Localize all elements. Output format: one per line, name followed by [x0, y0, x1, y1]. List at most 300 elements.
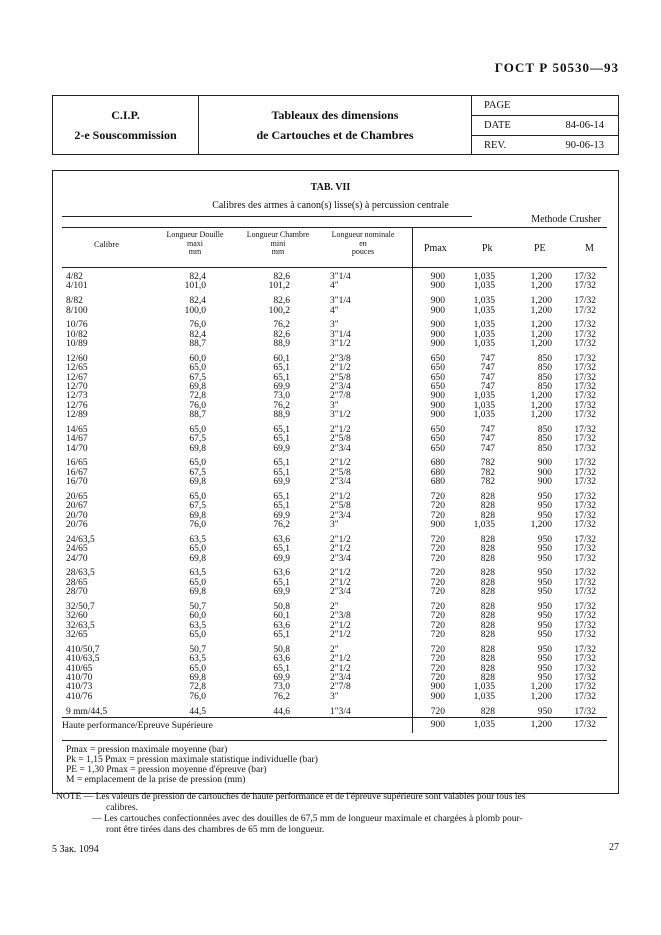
- note-1: — Les valeurs de pression de cartouches de haute performance et de l'épreuve supérieure sont valables pour tous les: [83, 792, 526, 802]
- cell-m: 17/32: [574, 682, 596, 693]
- cell-pe: 1,200: [530, 272, 552, 282]
- cell-pk: 828: [480, 544, 495, 555]
- cell-pk: 747: [480, 434, 495, 445]
- cell-pe: 1,200: [530, 305, 552, 316]
- cell-chambre: 76,2: [273, 400, 290, 411]
- cell-nominale: 2": [330, 644, 339, 655]
- header-nominale-l1: Longueur nominale: [331, 230, 395, 239]
- cell-douille: 69,8: [189, 587, 206, 598]
- cell-nominale: 2"5/8: [330, 372, 351, 383]
- cell-pk: 1,035: [473, 520, 495, 531]
- cell-chambre: 63,6: [273, 620, 290, 631]
- header-douille-l3: mm: [188, 247, 202, 256]
- cell-douille: 100,0: [184, 305, 206, 316]
- cell-chambre: 50,8: [273, 644, 290, 655]
- cell-douille: 63,5: [189, 568, 206, 579]
- cell-douille: 69,8: [189, 477, 206, 488]
- page-number: 27: [609, 842, 619, 853]
- header-title-block: [199, 96, 472, 154]
- cell-pmax: 900: [430, 520, 445, 531]
- cell-nominale: 3": [330, 520, 339, 531]
- cell-calibre: 12/67: [66, 372, 88, 383]
- cell-pmax: 900: [430, 682, 445, 693]
- notes: [56, 792, 616, 836]
- cell-pk: 828: [480, 654, 495, 665]
- cell-chambre: 82,6: [273, 272, 290, 282]
- cell-nominale: 2"3/4: [330, 382, 351, 392]
- cell-pk: 782: [480, 458, 495, 469]
- cell-calibre: 32/50,7: [66, 602, 95, 612]
- cell-pmax: 720: [430, 501, 445, 512]
- cell-pk: 747: [480, 363, 495, 374]
- cell-m: 17/32: [574, 458, 596, 469]
- header-douille: [150, 231, 240, 257]
- cell-chambre: 101,2: [268, 281, 290, 292]
- cell-douille: 60,0: [189, 353, 206, 364]
- cell-pk: 1,035: [473, 320, 495, 331]
- cell-calibre: 20/65: [66, 492, 88, 502]
- cell-chambre: 82,6: [273, 329, 290, 340]
- cell-nominale: 2"3/8: [330, 611, 351, 622]
- header-chambre-l2: mini: [270, 238, 286, 248]
- cell-pmax: 900: [430, 305, 445, 316]
- cell-pk: 828: [480, 644, 495, 655]
- cell-chambre: 69,9: [273, 443, 290, 454]
- cell-pe: 1,200: [530, 339, 552, 350]
- note-2b: ront être tirées dans des chambres de 65 mm de longueur.: [106, 825, 325, 835]
- cell-nominale: 2"3/4: [330, 510, 351, 521]
- cell-m: 17/32: [574, 382, 596, 392]
- cell-douille: 101,0: [184, 281, 206, 292]
- cell-douille: 63,5: [189, 534, 206, 545]
- cell-pe: 950: [537, 553, 552, 564]
- cell-pmax: 720: [430, 602, 445, 612]
- cell-m: 17/32: [574, 544, 596, 555]
- cell-pmax: 720: [430, 644, 445, 655]
- cell-pmax: 650: [430, 363, 445, 374]
- cell-chambre: 73,0: [273, 682, 290, 693]
- cell-pk: 1,035: [473, 339, 495, 350]
- cell-m: 17/32: [574, 534, 596, 545]
- cell-pmax: 720: [430, 534, 445, 545]
- cell-m: 17/32: [574, 272, 596, 282]
- cell-pk: 828: [480, 672, 495, 683]
- cell-calibre: 16/70: [66, 477, 88, 488]
- cell-nominale: 3"1/2: [330, 339, 351, 350]
- cell-calibre: 4/101: [66, 281, 88, 292]
- cell-pe: 850: [537, 372, 552, 383]
- cell-calibre: 28/65: [66, 577, 88, 588]
- cell-calibre: 410/73: [66, 682, 93, 693]
- cell-calibre: 12/73: [66, 391, 88, 402]
- header-pmax: Pmax: [424, 243, 447, 254]
- cell-pmax: 720: [430, 510, 445, 521]
- cell-douille: 67,5: [189, 372, 206, 383]
- cell-pk: 1,035: [473, 272, 495, 282]
- cell-douille: 88,7: [189, 339, 206, 350]
- note-2: — Les cartouches confectionnées avec des douilles de 67,5 mm de longueur maximale et chargées à plomb pour-: [92, 814, 523, 824]
- cell-m: 17/32: [574, 553, 596, 564]
- rev-value: 90-06-13: [565, 140, 604, 151]
- cell-douille: 76,0: [189, 691, 206, 702]
- cell-chambre: 65,1: [273, 467, 290, 478]
- header-pk: Pk: [482, 243, 493, 254]
- cell-chambre: 69,9: [273, 672, 290, 683]
- cell-pmax: 720: [430, 577, 445, 588]
- cell-calibre: 4/82: [66, 272, 83, 282]
- cell-pe: 950: [537, 587, 552, 598]
- cell-pe: 900: [537, 477, 552, 488]
- cell-chambre: 69,9: [273, 477, 290, 488]
- cell-calibre: 12/89: [66, 410, 88, 421]
- cell-chambre: 65,1: [273, 372, 290, 383]
- cell-m: 17/32: [574, 339, 596, 350]
- footer-order: 5 Зак. 1094: [52, 844, 99, 855]
- cell-douille: 76,0: [189, 320, 206, 331]
- cell-pe: 850: [537, 353, 552, 364]
- legend: [66, 745, 318, 785]
- cell-douille: 60,0: [189, 611, 206, 622]
- header-top-rule: [62, 227, 607, 228]
- header-meta-block: [472, 96, 618, 154]
- cell-chambre: 65,1: [273, 663, 290, 674]
- cell-chambre: 76,2: [273, 691, 290, 702]
- cell-calibre: 24/63,5: [66, 534, 95, 545]
- header-bottom-rule: [62, 267, 607, 268]
- cell-douille: 72,8: [189, 682, 206, 693]
- cell-pe: 950: [537, 663, 552, 674]
- cell-calibre: 16/67: [66, 467, 88, 478]
- cell-douille: 69,8: [189, 382, 206, 392]
- cell-douille: 72,8: [189, 391, 206, 402]
- page-label: PAGE: [484, 100, 511, 111]
- header-douille-l2: maxi: [187, 238, 203, 248]
- cell-pmax: 650: [430, 372, 445, 383]
- table-subtitle: Calibres des armes à canon(s) lisse(s) à percussion centrale: [212, 200, 449, 211]
- cell-douille: 63,5: [189, 620, 206, 631]
- cell-m: 17/32: [574, 372, 596, 383]
- legend-pk: Pk = 1,15 Pmax = pression maximale statistique individuelle (bar): [66, 755, 318, 765]
- cell-pk: 828: [480, 492, 495, 502]
- legend-rule: [62, 740, 607, 741]
- cell-calibre: 410/76: [66, 691, 93, 702]
- cell-nominale: 2"1/2: [330, 654, 351, 665]
- legend-pmax: Pmax = pression maximale moyenne (bar): [66, 745, 228, 755]
- high-perf-rule: [62, 717, 607, 718]
- cell-douille: 65,0: [189, 577, 206, 588]
- cell-chambre: 76,2: [273, 520, 290, 531]
- cell-pk: 1,035: [473, 305, 495, 316]
- cell-calibre: 28/70: [66, 587, 88, 598]
- header-calibre: Calibre: [94, 239, 120, 249]
- cell-pk: 1,035: [473, 391, 495, 402]
- cell-m: 17/32: [574, 510, 596, 521]
- cell-pe: 950: [537, 544, 552, 555]
- cell-calibre: 10/82: [66, 329, 88, 340]
- cell-pk: 747: [480, 443, 495, 454]
- cell-chambre: 50,8: [273, 602, 290, 612]
- page-row: [472, 96, 618, 116]
- cell-pmax: 900: [430, 400, 445, 411]
- cell-pe: 1,200: [530, 320, 552, 331]
- header-m: M: [585, 243, 594, 254]
- cell-nominale: 2"5/8: [330, 467, 351, 478]
- cell-pmax: 720: [430, 553, 445, 564]
- cell-nominale: 3"1/4: [330, 272, 351, 282]
- cell-nominale: 4": [330, 305, 339, 316]
- cell-pmax: 680: [430, 467, 445, 478]
- cell-calibre: 12/70: [66, 382, 88, 392]
- cell-douille: 82,4: [189, 296, 206, 307]
- cell-douille: 50,7: [189, 644, 206, 655]
- cell-pe: 1,200: [530, 520, 552, 531]
- cell-douille: 65,0: [189, 458, 206, 469]
- cell-chambre: 88,9: [273, 410, 290, 421]
- cell-nominale: 2"1/2: [330, 577, 351, 588]
- cell-nominale: 2"7/8: [330, 682, 351, 693]
- cell-m: 17/32: [574, 329, 596, 340]
- cell-m: 17/32: [574, 443, 596, 454]
- cell-nominale: 2"1/2: [330, 620, 351, 631]
- cell-pe: 850: [537, 443, 552, 454]
- cell-pmax: 650: [430, 382, 445, 392]
- cell-calibre: 410/50,7: [66, 644, 100, 655]
- cell-douille: 50,7: [189, 602, 206, 612]
- cell-chambre: 60,1: [273, 353, 290, 364]
- cell-pk: 782: [480, 477, 495, 488]
- cell-pk: 828: [480, 534, 495, 545]
- cell-pmax: 900: [430, 339, 445, 350]
- cell-pmax: 720: [430, 611, 445, 622]
- cell-chambre: 63,6: [273, 534, 290, 545]
- header-nominale: [318, 231, 408, 257]
- cell-nominale: 3"1/4: [330, 329, 351, 340]
- cell-pe: 900: [537, 467, 552, 478]
- cell-chambre: 63,6: [273, 568, 290, 579]
- cell-m: 17/32: [574, 281, 596, 292]
- high-perf-pmax: 900: [430, 720, 445, 730]
- cell-chambre: 60,1: [273, 611, 290, 622]
- cell-pe: 1,200: [530, 296, 552, 307]
- subtitle-rule: [62, 216, 472, 217]
- cell-chambre: 69,9: [273, 553, 290, 564]
- cell-pmax: 900: [430, 272, 445, 282]
- date-value: 84-06-14: [565, 120, 604, 131]
- cell-pe: 850: [537, 382, 552, 392]
- cell-calibre: 20/76: [66, 520, 88, 531]
- cell-calibre: 10/76: [66, 320, 88, 331]
- cell-pe: 950: [537, 501, 552, 512]
- cell-pmax: 650: [430, 434, 445, 445]
- cell-pe: 950: [537, 654, 552, 665]
- cell-pk: 1,035: [473, 329, 495, 340]
- cell-m: 17/32: [574, 630, 596, 641]
- cell-nominale: 3": [330, 400, 339, 411]
- cell-calibre: 24/70: [66, 553, 88, 564]
- committee-name: 2-e Souscommission: [74, 128, 177, 142]
- cell-m: 17/32: [574, 391, 596, 402]
- cell-m: 17/32: [574, 644, 596, 655]
- cell-m: 17/32: [574, 611, 596, 622]
- cell-chambre: 65,1: [273, 458, 290, 469]
- cell-m: 17/32: [574, 305, 596, 316]
- cell-pk: 1,035: [473, 691, 495, 702]
- cell-douille: 69,8: [189, 553, 206, 564]
- cell-pmax: 720: [430, 706, 445, 717]
- note-label: NOTE: [56, 792, 82, 802]
- cell-m: 17/32: [574, 434, 596, 445]
- cell-m: 17/32: [574, 654, 596, 665]
- cell-pmax: 720: [430, 654, 445, 665]
- cell-douille: 65,0: [189, 363, 206, 374]
- header-chambre: [232, 231, 324, 257]
- cell-douille: 65,0: [189, 663, 206, 674]
- method-label: Methode Crusher: [531, 214, 601, 225]
- cell-chambre: 88,9: [273, 339, 290, 350]
- cell-nominale: 2"1/2: [330, 363, 351, 374]
- cell-chambre: 44,6: [273, 706, 290, 717]
- cell-chambre: 65,1: [273, 630, 290, 641]
- cell-m: 17/32: [574, 520, 596, 531]
- cell-pk: 782: [480, 467, 495, 478]
- cell-calibre: 20/70: [66, 510, 88, 521]
- cell-calibre: 32/60: [66, 611, 88, 622]
- cell-m: 17/32: [574, 467, 596, 478]
- cell-pmax: 680: [430, 477, 445, 488]
- cell-m: 17/32: [574, 400, 596, 411]
- cell-chambre: 65,1: [273, 544, 290, 555]
- cell-calibre: 12/76: [66, 400, 88, 411]
- cell-calibre: 12/65: [66, 363, 88, 374]
- cell-douille: 69,8: [189, 510, 206, 521]
- cell-pk: 828: [480, 553, 495, 564]
- cell-nominale: 3"1/2: [330, 410, 351, 421]
- cell-nominale: 2"1/2: [330, 458, 351, 469]
- cell-nominale: 2"3/4: [330, 672, 351, 683]
- cell-calibre: 32/65: [66, 630, 88, 641]
- header-chambre-l1: Longueur Chambre: [246, 230, 310, 239]
- standard-number: ГОСТ Р 50530—93: [494, 60, 619, 75]
- cell-nominale: 2"3/8: [330, 353, 351, 364]
- cell-pe: 950: [537, 630, 552, 641]
- cell-nominale: 2"1/2: [330, 544, 351, 555]
- cell-nominale: 2"3/4: [330, 587, 351, 598]
- cell-calibre: 16/65: [66, 458, 88, 469]
- cell-pe: 950: [537, 510, 552, 521]
- cell-douille: 65,0: [189, 492, 206, 502]
- cell-calibre: 14/70: [66, 443, 88, 454]
- cell-nominale: 2"1/2: [330, 534, 351, 545]
- cell-chambre: 65,1: [273, 492, 290, 502]
- header-org-block: [53, 96, 199, 154]
- cell-pmax: 720: [430, 630, 445, 641]
- cell-m: 17/32: [574, 320, 596, 331]
- cell-pk: 1,035: [473, 682, 495, 693]
- cell-pe: 950: [537, 672, 552, 683]
- cell-calibre: 8/100: [66, 305, 88, 316]
- cell-pmax: 720: [430, 544, 445, 555]
- high-perf-pk: 1,035: [473, 720, 495, 730]
- cell-pk: 828: [480, 706, 495, 717]
- cell-chambre: 65,1: [273, 424, 290, 435]
- cell-pe: 850: [537, 424, 552, 435]
- cell-pmax: 650: [430, 424, 445, 435]
- date-row: [472, 116, 618, 136]
- cell-nominale: 2"1/2: [330, 630, 351, 641]
- cell-nominale: 2": [330, 602, 339, 612]
- cell-pe: 950: [537, 602, 552, 612]
- cell-calibre: 24/65: [66, 544, 88, 555]
- cell-pmax: 680: [430, 458, 445, 469]
- cell-m: 17/32: [574, 410, 596, 421]
- cell-pe: 950: [537, 492, 552, 502]
- org-name: C.I.P.: [111, 108, 140, 122]
- cell-pmax: 720: [430, 672, 445, 683]
- cell-pk: 747: [480, 382, 495, 392]
- rev-row: [472, 136, 618, 155]
- cell-pmax: 720: [430, 492, 445, 502]
- cell-pe: 850: [537, 363, 552, 374]
- cell-nominale: 2"3/4: [330, 477, 351, 488]
- legend-m: M = emplacement de la prise de pression (mm): [66, 775, 246, 785]
- cell-pe: 950: [537, 644, 552, 655]
- cell-calibre: 32/63,5: [66, 620, 95, 631]
- cell-pe: 1,200: [530, 391, 552, 402]
- cell-pk: 747: [480, 353, 495, 364]
- cell-pe: 1,200: [530, 410, 552, 421]
- cell-nominale: 2"7/8: [330, 391, 351, 402]
- cell-m: 17/32: [574, 568, 596, 579]
- cell-pmax: 900: [430, 391, 445, 402]
- cell-m: 17/32: [574, 363, 596, 374]
- cell-chambre: 65,1: [273, 434, 290, 445]
- document-header: [52, 95, 619, 155]
- cell-nominale: 2"1/2: [330, 568, 351, 579]
- cell-douille: 76,0: [189, 400, 206, 411]
- cell-nominale: 4": [330, 281, 339, 292]
- cell-pe: 950: [537, 706, 552, 717]
- cell-douille: 82,4: [189, 329, 206, 340]
- cell-pk: 828: [480, 568, 495, 579]
- cell-calibre: 410/65: [66, 663, 93, 674]
- cell-pmax: 900: [430, 329, 445, 340]
- cell-pk: 828: [480, 630, 495, 641]
- cell-pmax: 720: [430, 587, 445, 598]
- cell-douille: 65,0: [189, 630, 206, 641]
- cell-chambre: 69,9: [273, 382, 290, 392]
- cell-m: 17/32: [574, 424, 596, 435]
- cell-douille: 65,0: [189, 424, 206, 435]
- cell-pk: 1,035: [473, 296, 495, 307]
- rev-label: REV.: [484, 140, 507, 151]
- cell-m: 17/32: [574, 353, 596, 364]
- cell-pk: 828: [480, 620, 495, 631]
- cell-m: 17/32: [574, 691, 596, 702]
- header-chambre-l3: mm: [271, 247, 285, 256]
- legend-pe: PE = 1,30 Pmax = pression moyenne d'épreuve (bar): [66, 765, 267, 775]
- cell-pe: 850: [537, 434, 552, 445]
- cell-m: 17/32: [574, 477, 596, 488]
- cell-pmax: 900: [430, 296, 445, 307]
- table-title: TAB. VII: [310, 182, 351, 193]
- cell-pe: 1,200: [530, 691, 552, 702]
- cell-m: 17/32: [574, 492, 596, 502]
- cell-nominale: 2"1/2: [330, 492, 351, 502]
- title-line-2: de Cartouches et de Chambres: [256, 128, 414, 142]
- high-perf-label: Haute performance/Epreuve Supérieure: [62, 721, 213, 731]
- cell-pe: 900: [537, 458, 552, 469]
- cell-calibre: 28/63,5: [66, 568, 95, 579]
